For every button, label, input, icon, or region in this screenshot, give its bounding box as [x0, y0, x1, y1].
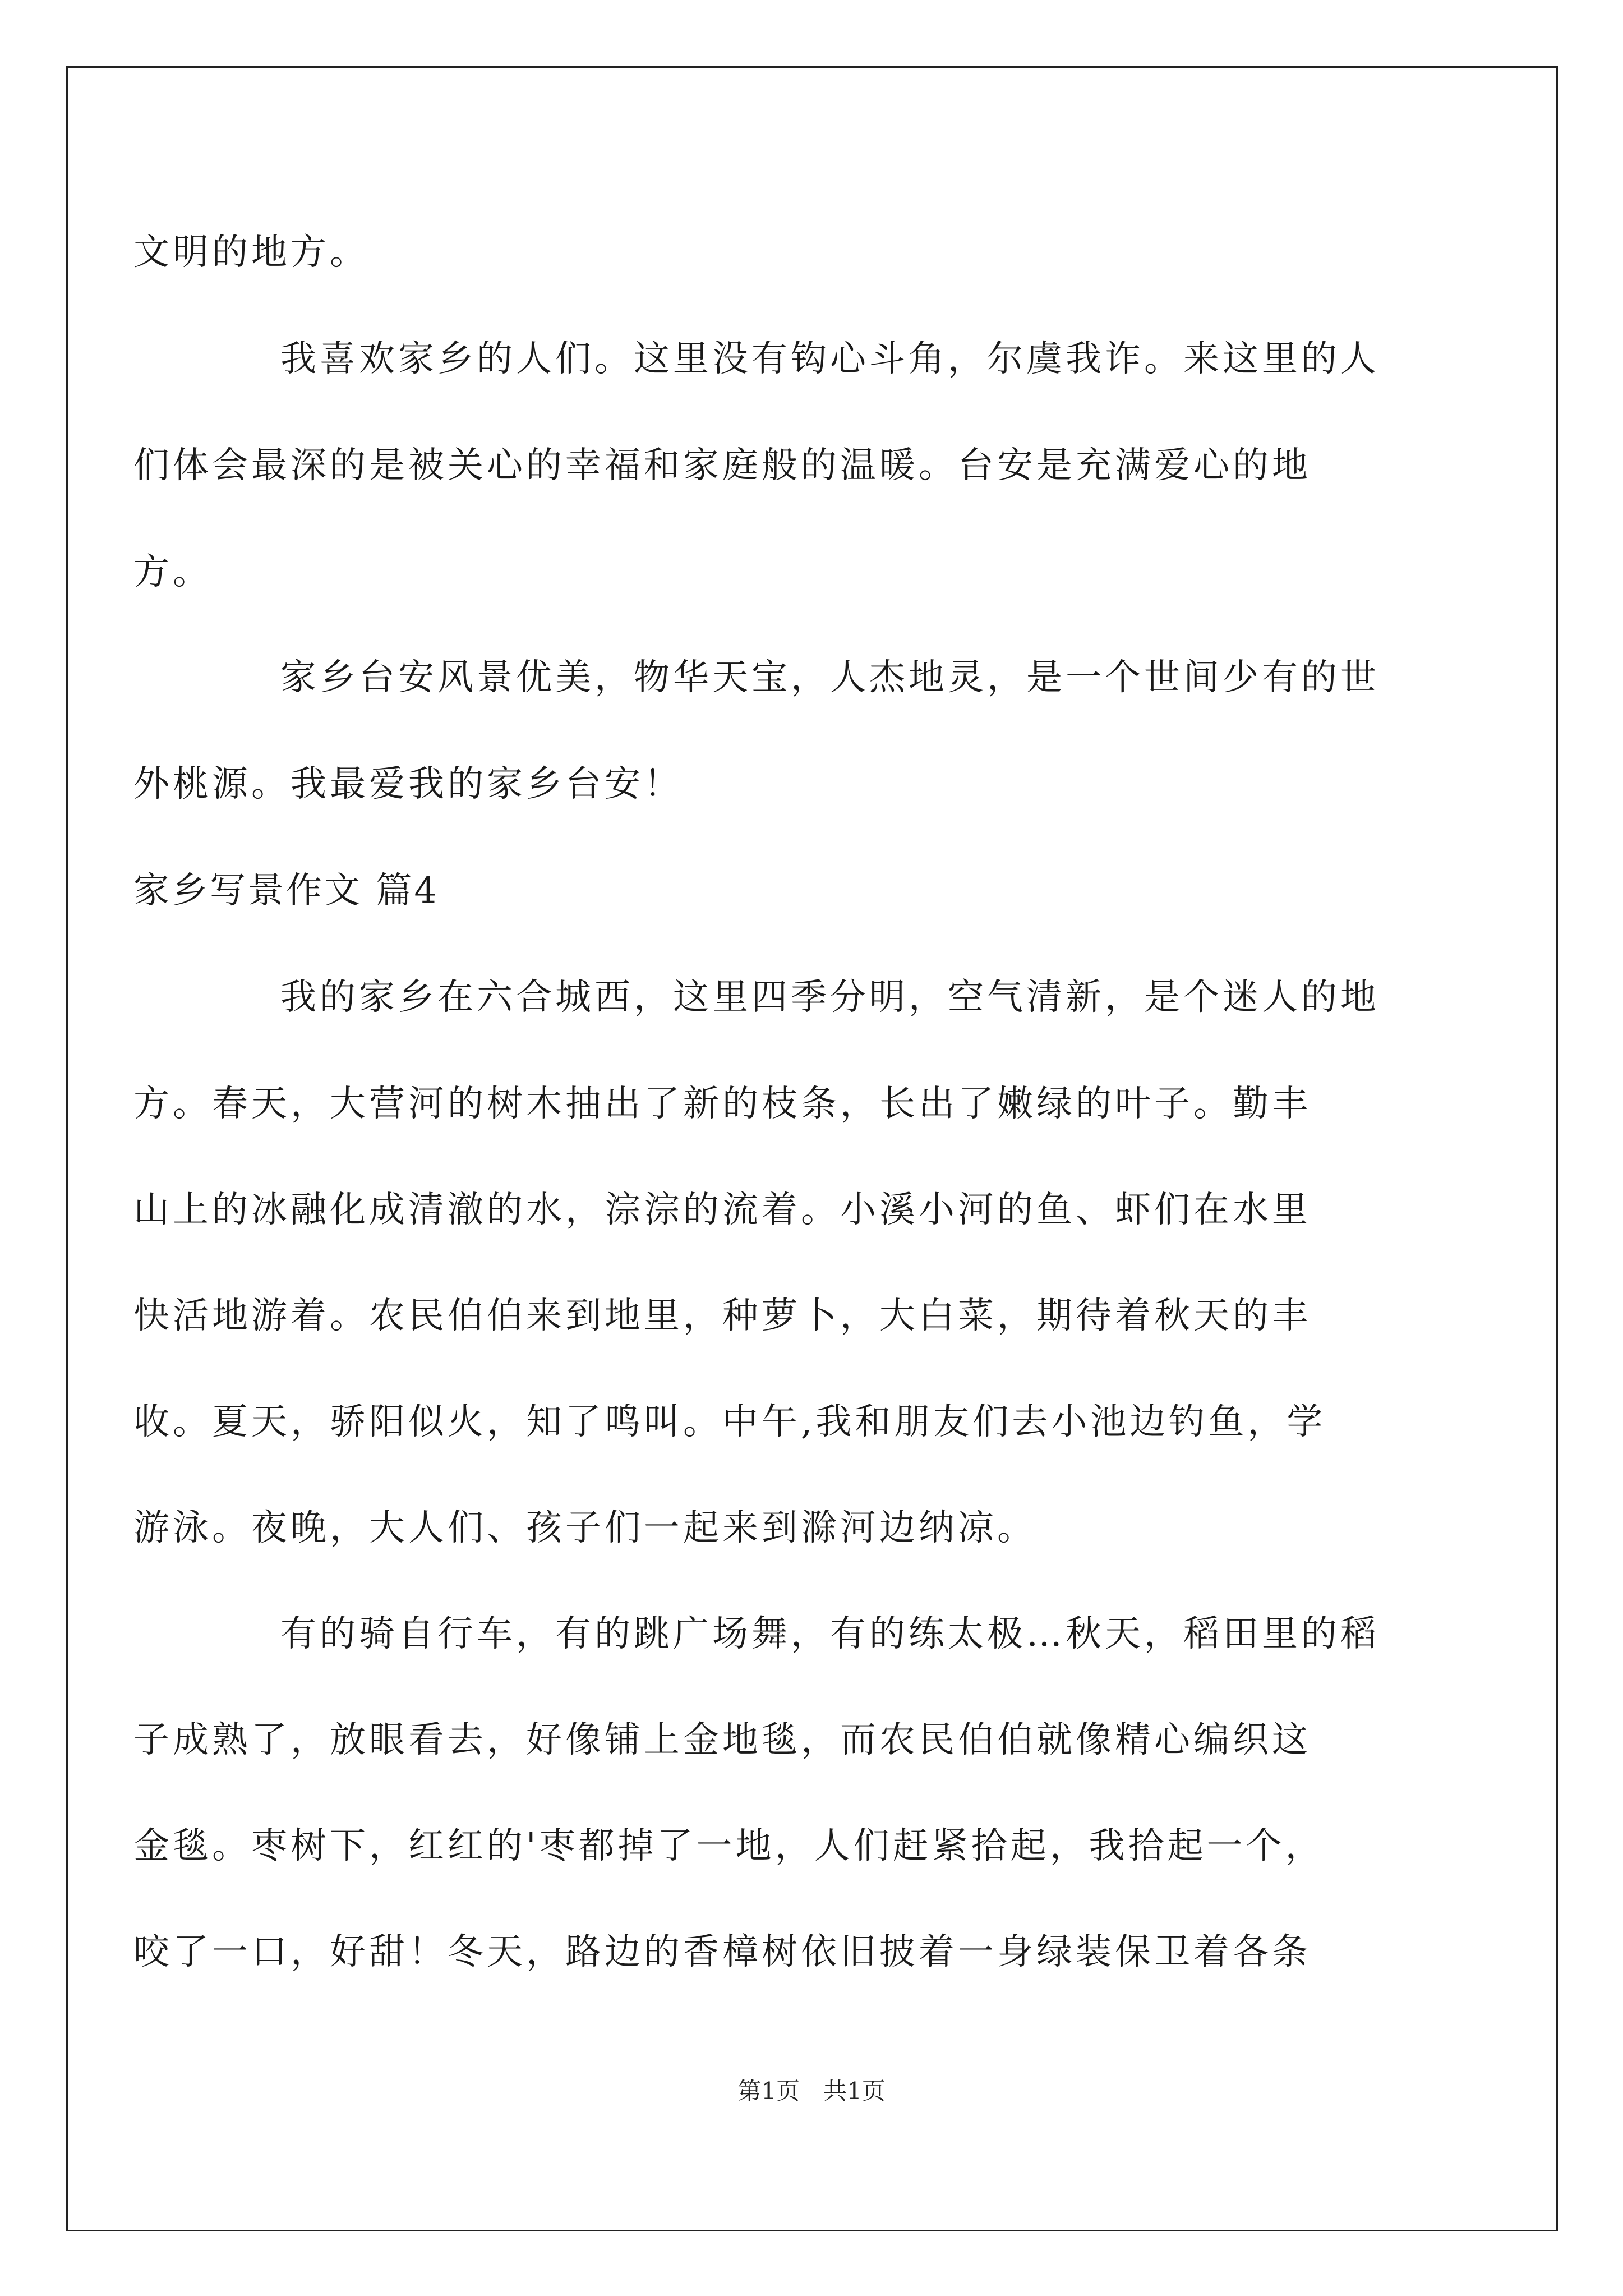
paragraph-line: 我的家乡在六合城西，这里四季分明，空气清新，是个迷人的地	[280, 977, 1380, 1018]
paragraph-line: 快活地游着。农民伯伯来到地里，种萝卜，大白菜，期待着秋天的丰	[133, 1295, 1311, 1337]
paragraph-line: 子成熟了，放眼看去，好像铺上金地毯，而农民伯伯就像精心编织这	[133, 1719, 1311, 1761]
section-heading: 家乡写景作文 篇4	[133, 870, 440, 912]
paragraph-line: 我喜欢家乡的人们。这里没有钩心斗角，尔虞我诈。来这里的人	[280, 338, 1380, 380]
paragraph-line: 山上的冰融化成清澈的水，淙淙的流着。小溪小河的鱼、虾们在水里	[133, 1189, 1311, 1231]
paragraph-line: 们体会最深的是被关心的幸福和家庭般的温暖。台安是充满爱心的地	[133, 445, 1311, 486]
page-footer: 第1页 共1页	[737, 2077, 886, 2105]
paragraph-line: 收。夏天，骄阳似火，知了鸣叫。中午,我和朋友们去小池边钓鱼，学	[133, 1401, 1326, 1443]
paragraph-line: 有的骑自行车，有的跳广场舞，有的练太极…秋天，稻田里的稻	[280, 1613, 1380, 1655]
paragraph-line: 方。春天，大营河的树木抽出了新的枝条，长出了嫩绿的叶子。勤丰	[133, 1083, 1311, 1125]
paragraph-line: 游泳。夜晚，大人们、孩子们一起来到滁河边纳凉。	[133, 1507, 1036, 1549]
paragraph-line: 文明的地方。	[133, 232, 369, 273]
paragraph-line: 方。	[133, 551, 212, 593]
paragraph-line: 咬了一口，好甜！冬天，路边的香樟树依旧披着一身绿装保卫着各条	[133, 1931, 1311, 1973]
paragraph-line: 金毯。枣树下，红红的'枣都掉了一地，人们赶紧拾起，我拾起一个，	[133, 1825, 1325, 1867]
page-border	[66, 66, 1558, 2231]
paragraph-line: 外桃源。我最爱我的家乡台安！	[133, 763, 683, 805]
paragraph-line: 家乡台安风景优美，物华天宝，人杰地灵，是一个世间少有的世	[280, 657, 1380, 698]
